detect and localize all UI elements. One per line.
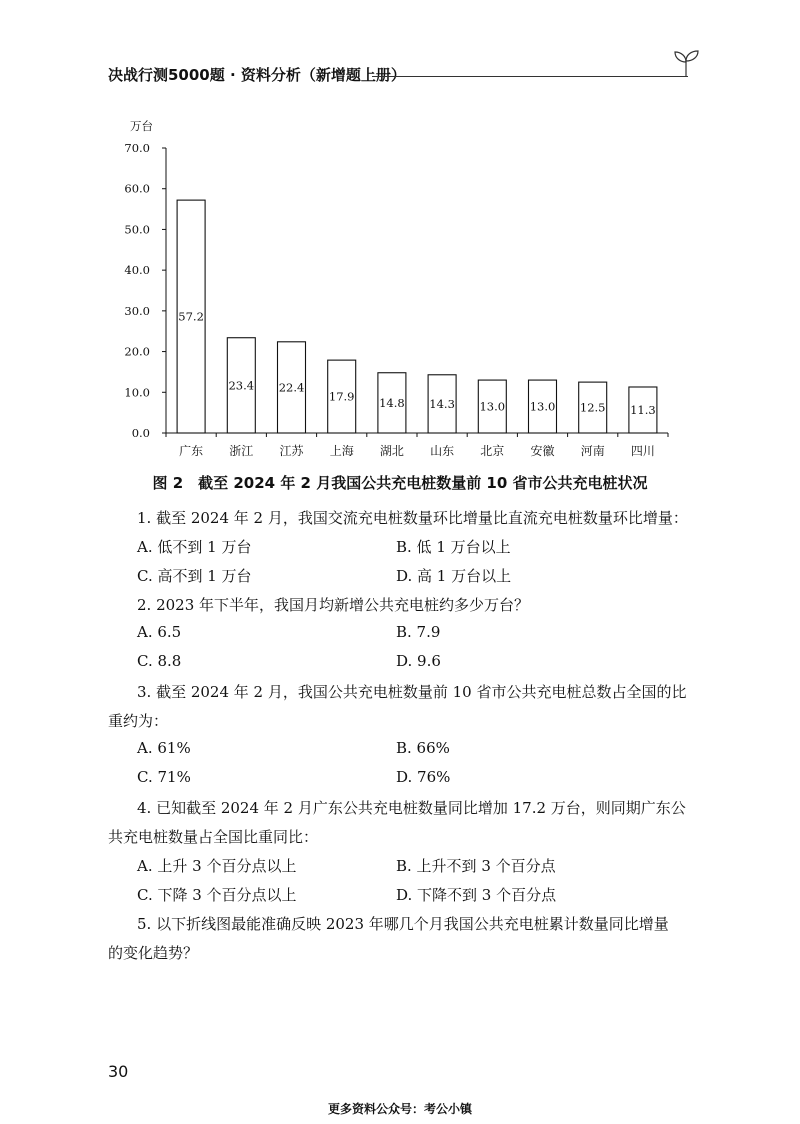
y-tick-label: 60.0 <box>124 181 150 196</box>
bar-value-label: 14.8 <box>379 395 405 410</box>
bar-value-label: 11.3 <box>630 402 656 417</box>
bar-chart <box>0 0 800 470</box>
x-category-label: 四川 <box>630 444 655 458</box>
x-category-label: 山东 <box>430 444 455 458</box>
answer-option[interactable]: B. 低 1 万台以上 <box>396 538 511 556</box>
answer-option[interactable]: A. 上升 3 个百分点以上 <box>137 857 297 875</box>
answer-option[interactable]: B. 66% <box>396 739 450 757</box>
y-tick-label: 50.0 <box>124 222 150 237</box>
bar-value-label: 12.5 <box>579 400 606 415</box>
question-stem-line: 1. 截至 2024 年 2 月，我国交流充电桩数量环比增量比直流充电桩数量环比增量： <box>137 509 688 527</box>
question-stem-line: 2. 2023 年下半年，我国月均新增公共充电桩约多少万台？ <box>137 596 530 614</box>
answer-option[interactable]: C. 71% <box>137 768 191 786</box>
question-stem-line: 4. 已知截至 2024 年 2 月广东公共充电桩数量同比增加 17.2 万台，则同期广东公 <box>137 799 686 817</box>
bar-value-label: 13.0 <box>529 399 556 414</box>
question-stem-line: 3. 截至 2024 年 2 月，我国公共充电桩数量前 10 省市公共充电桩总数占全国的比 <box>137 683 687 701</box>
y-tick-label: 30.0 <box>124 303 150 318</box>
x-category-label: 浙江 <box>229 444 254 458</box>
answer-option[interactable]: D. 76% <box>396 768 451 786</box>
footer-note: 更多资料公众号：考公小镇 <box>327 1102 472 1116</box>
bar-value-label: 57.2 <box>178 309 204 324</box>
x-category-label: 湖北 <box>379 444 404 458</box>
answer-option[interactable]: A. 6.5 <box>137 623 182 641</box>
y-axis-unit-label: 万台 <box>130 119 153 133</box>
answer-option[interactable]: C. 8.8 <box>137 652 182 670</box>
x-category-label: 广东 <box>179 444 204 458</box>
answer-option[interactable]: A. 低不到 1 万台 <box>137 538 252 556</box>
y-tick-label: 0.0 <box>131 426 150 440</box>
bar-value-label: 22.4 <box>278 380 305 395</box>
answer-option[interactable]: C. 下降 3 个百分点以上 <box>137 886 297 904</box>
x-category-label: 河南 <box>580 444 605 458</box>
y-tick-label: 70.0 <box>124 141 150 155</box>
x-category-label: 江苏 <box>279 444 304 458</box>
x-category-label: 上海 <box>329 444 354 458</box>
bar-value-label: 14.3 <box>429 396 455 411</box>
answer-option[interactable]: D. 下降不到 3 个百分点 <box>396 886 557 904</box>
y-tick-label: 10.0 <box>124 385 150 400</box>
answer-option[interactable]: D. 9.6 <box>396 652 441 670</box>
question-stem-line: 的变化趋势？ <box>108 944 199 962</box>
answer-option[interactable]: D. 高 1 万台以上 <box>396 567 512 585</box>
bar-value-label: 23.4 <box>228 378 255 393</box>
y-tick-label: 20.0 <box>124 344 150 359</box>
answer-option[interactable]: B. 上升不到 3 个百分点 <box>396 857 556 875</box>
question-stem-line: 5. 以下折线图最能准确反映 2023 年哪几个月我国公共充电桩累计数量同比增量 <box>137 915 669 933</box>
x-category-label: 安徽 <box>530 444 555 458</box>
answer-option[interactable]: B. 7.9 <box>396 623 441 641</box>
answer-option[interactable]: C. 高不到 1 万台 <box>137 567 252 585</box>
y-tick-label: 40.0 <box>124 263 150 278</box>
chart-caption: 图 2 截至 2024 年 2 月我国公共充电桩数量前 10 省市公共充电桩状况 <box>152 474 648 492</box>
bar-value-label: 13.0 <box>479 399 506 414</box>
x-category-label: 北京 <box>480 444 505 458</box>
answer-option[interactable]: A. 61% <box>137 739 191 757</box>
page-number: 30 <box>108 1062 129 1081</box>
question-stem-line: 共充电桩数量占全国比重同比： <box>108 828 319 846</box>
question-stem-line: 重约为： <box>108 712 169 730</box>
running-header: 决战行测5000题 · 资料分析（新增题上册） <box>108 66 406 84</box>
bar-value-label: 17.9 <box>328 389 355 404</box>
bars <box>177 200 657 458</box>
